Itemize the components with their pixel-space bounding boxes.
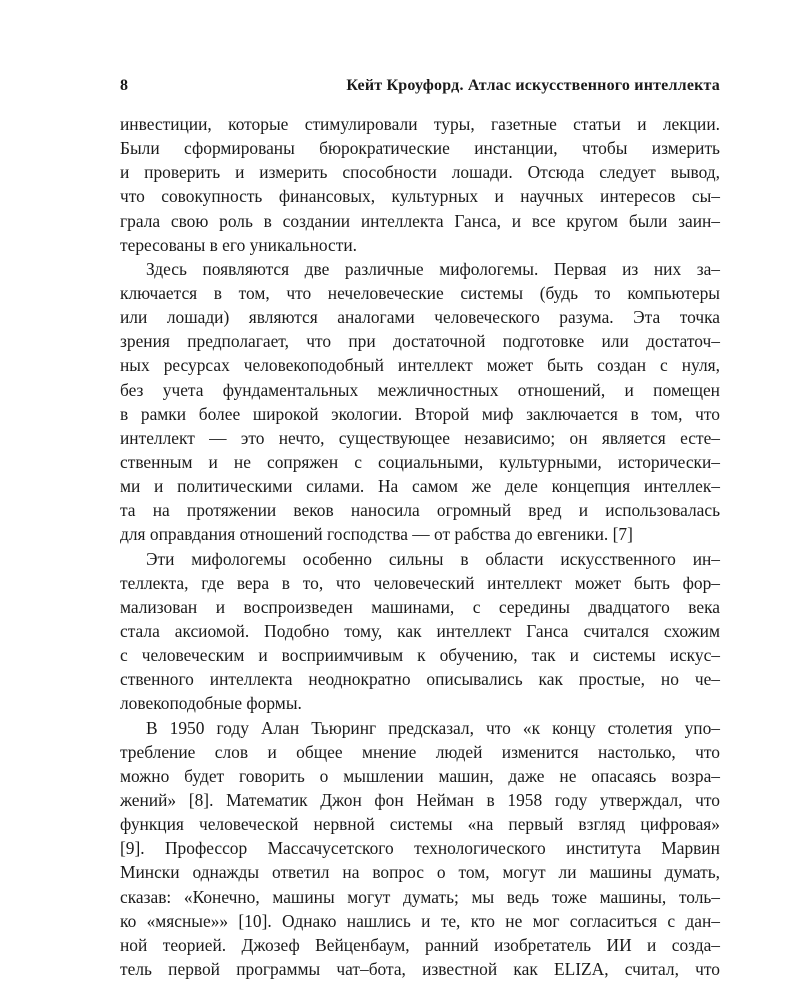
text-line: Были сформированы бюрократические инстанции, чтобы измерить (120, 138, 720, 159)
text-line: Здесь появляются две различные мифологемы. Первая из них за– (146, 258, 720, 279)
text-line: В 1950 году Алан Тьюринг предсказал, что «к концу столетия упо– (146, 717, 720, 738)
text-line: что совокупность финансовых, культурных и научных интересов сы– (120, 186, 720, 207)
text-line: теллекта, где вера в то, что человеческий интеллект может быть фор– (120, 572, 720, 593)
text-line: с человеческим и восприимчивым к обучению, так и системы искус– (120, 645, 720, 666)
text-line: требление слов и общее мнение людей изменится настолько, что (120, 741, 720, 762)
text-line: тель первой программы чат–бота, известной как ELIZA, считал, что (120, 958, 720, 979)
book-title: Кейт Кроуфорд. Атлас искусственного интеллекта (346, 77, 720, 94)
page-number: 8 (120, 77, 129, 94)
text-line: жений» [8]. Математик Джон фон Нейман в 1958 году утверждал, что (120, 789, 720, 810)
text-line: можно будет говорить о мышлении машин, даже не опасаясь возра– (120, 765, 720, 786)
text-line: зрения предполагает, что при достаточной подготовке или достаточ– (120, 331, 720, 352)
text-line: ственного интеллекта неоднократно описывались как простые, но че– (120, 669, 720, 690)
text-line: стала аксиомой. Подобно тому, как интеллект Ганса считался схожим (120, 620, 720, 641)
text-line: инвестиции, которые стимулировали туры, газетные статьи и лекции. (120, 114, 720, 134)
text-line: ловекоподобные формы. (120, 693, 302, 714)
text-line: мализован и воспроизведен машинами, с середины двадцатого века (120, 596, 720, 617)
body-text (120, 112, 720, 979)
text-line: ми и политическими силами. На самом же деле концепция интеллек– (120, 476, 720, 497)
text-line: грала свою роль в создании интеллекта Ганса, и все кругом были заин– (120, 210, 720, 231)
text-line: или лошади) являются аналогами человеческого разума. Эта точка (120, 307, 720, 328)
text-line: тересованы в его уникальности. (120, 234, 358, 255)
text-line: та на протяжении веков наносила огромный вред и использовалась (120, 500, 720, 521)
text-line: Мински однажды ответил на вопрос о том, могут ли машины думать, (120, 862, 720, 883)
text-line: Эти мифологемы особенно сильны в области искусственного ин– (146, 548, 720, 569)
text-line: [9]. Профессор Массачусетского технологического института Марвин (120, 838, 720, 859)
text-line: ко «мясные»» [10]. Однако нашлись и те, кто не мог согласиться с дан– (120, 910, 720, 931)
text-line: ных ресурсах человекоподобный интеллект может быть создан с нуля, (120, 355, 720, 376)
text-line: в рамки более широкой экологии. Второй миф заключается в том, что (120, 403, 720, 424)
text-line: интеллект — это нечто, существующее независимо; он является есте– (120, 427, 720, 448)
text-line: для оправдания отношений господства — от рабства до евгеники. [7] (120, 524, 633, 545)
text-line: ственным и не сопряжен с социальными, культурными, исторически– (120, 451, 720, 472)
text-line: ной теорией. Джозеф Вейценбаум, ранний изобретатель ИИ и созда– (120, 934, 720, 955)
text-line: функция человеческой нервной системы «на первый взгляд цифровая» (120, 814, 720, 835)
running-header (120, 77, 720, 101)
text-line: и проверить и измерить способности лошади. Отсюда следует вывод, (120, 162, 720, 183)
text-line: ключается в том, что нечеловеческие системы (будь то компьютеры (120, 282, 720, 303)
text-line: без учета фундаментальных межличностных отношений, и помещен (120, 379, 720, 400)
text-line: сказав: «Конечно, машины могут думать; мы ведь тоже машины, толь– (120, 886, 720, 907)
